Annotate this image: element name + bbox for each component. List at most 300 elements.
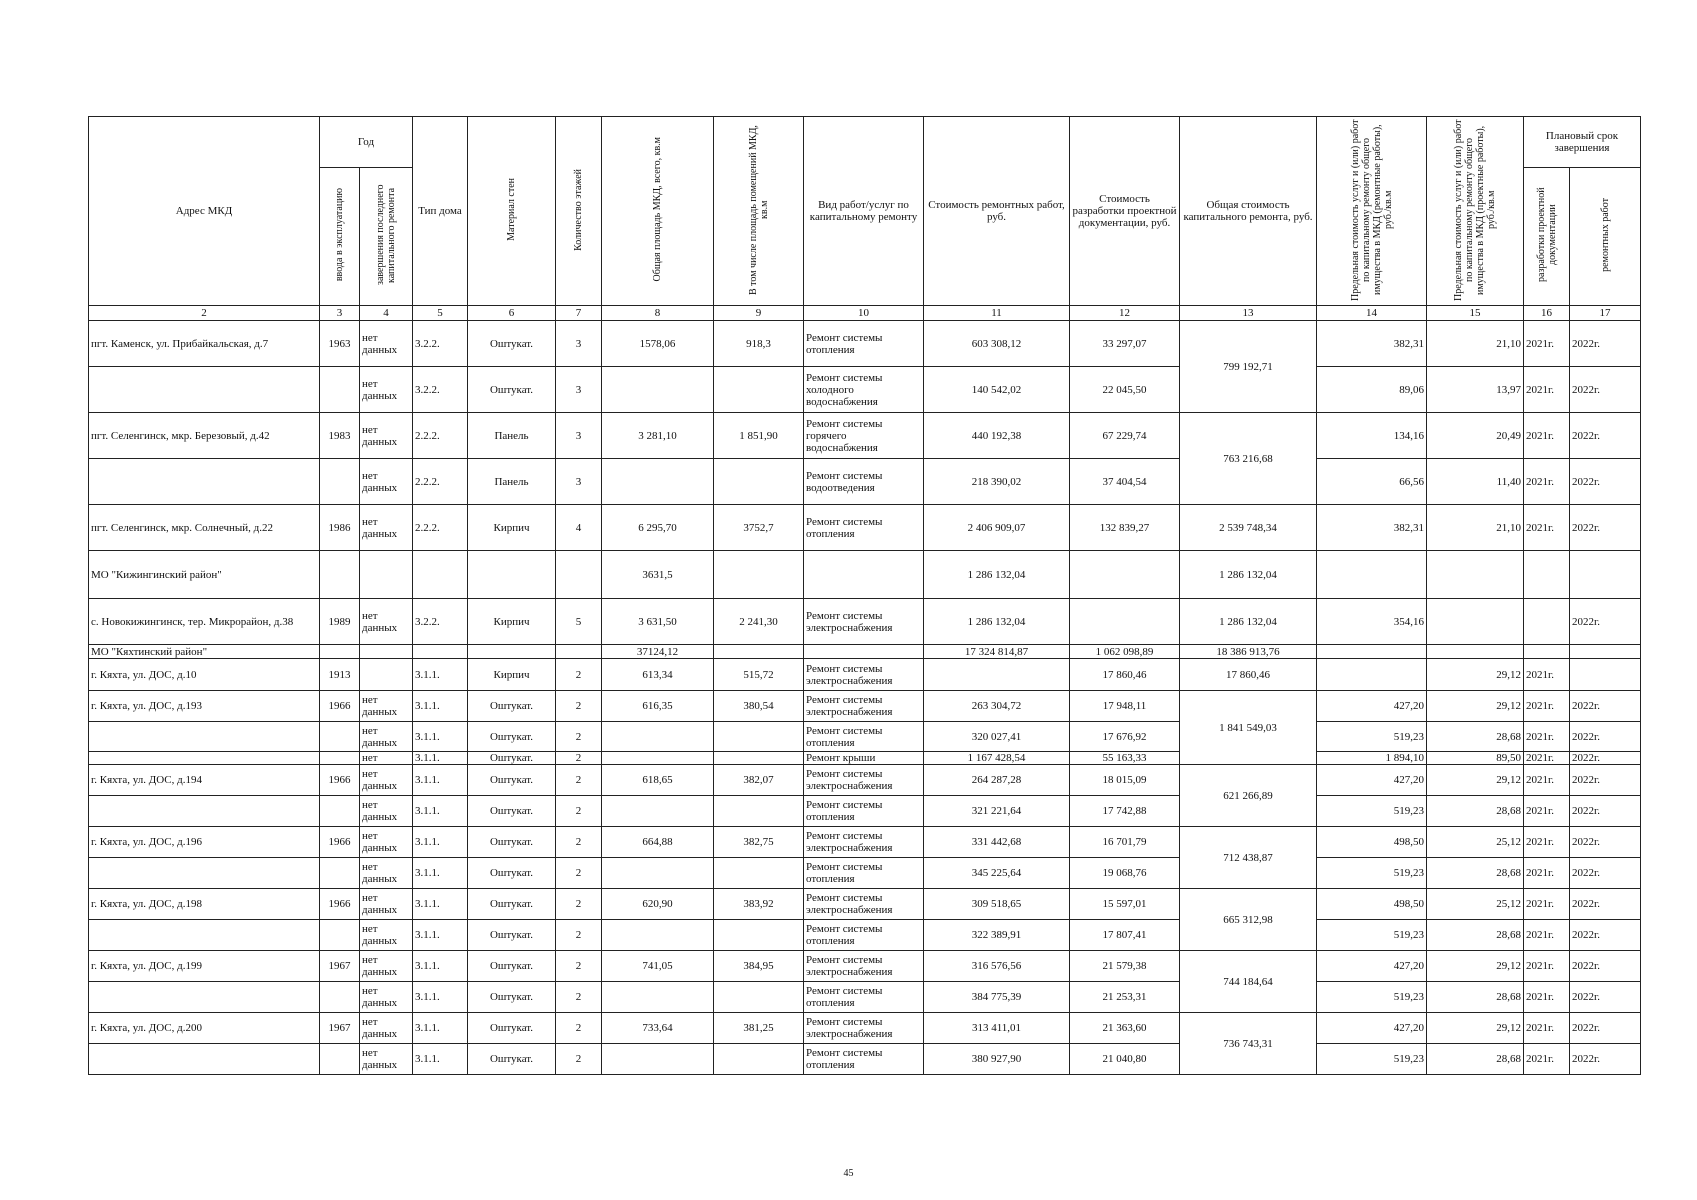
limit-design-cell: 29,12 [1427, 765, 1524, 796]
design-cost-cell: 21 253,31 [1070, 982, 1180, 1013]
premises-area-cell [714, 752, 804, 765]
work-type-cell: Ремонт системы электроснабжения [804, 951, 924, 982]
total-area-cell [602, 796, 714, 827]
column-number: 3 [320, 306, 360, 321]
deadline-design-cell: 2021г. [1524, 659, 1570, 691]
work-type-cell: Ремонт системы отопления [804, 858, 924, 889]
house-type-cell: 3.1.1. [413, 765, 468, 796]
year-entry-cell: 1986 [320, 505, 360, 551]
work-type-cell: Ремонт системы отопления [804, 321, 924, 367]
limit-repair-cell: 519,23 [1317, 722, 1427, 752]
floors-cell: 2 [556, 659, 602, 691]
header-design-cost: Стоимость разработки проектной документации, руб. [1070, 117, 1180, 306]
address-cell [89, 459, 320, 505]
total-area-cell: 733,64 [602, 1013, 714, 1044]
premises-area-cell [714, 1044, 804, 1075]
header-deadline-repair: ремонтных работ [1570, 168, 1641, 306]
year-last-repair-cell: нет данных [360, 413, 413, 459]
premises-area-cell [714, 796, 804, 827]
design-cost-cell: 16 701,79 [1070, 827, 1180, 858]
work-type-cell: Ремонт системы электроснабжения [804, 599, 924, 645]
total-cost-cell: 799 192,71 [1180, 321, 1317, 413]
floors-cell: 2 [556, 951, 602, 982]
table-row [89, 796, 1641, 827]
header-year-last-repair: завершения последнего капитального ремонта [360, 168, 413, 306]
house-type-cell: 3.1.1. [413, 796, 468, 827]
design-cost-cell: 17 742,88 [1070, 796, 1180, 827]
address-cell: г. Кяхта, ул. ДОС, д.196 [89, 827, 320, 858]
cell-empty [468, 551, 556, 599]
table-row [89, 599, 1641, 645]
address-cell: г. Кяхта, ул. ДОС, д.193 [89, 691, 320, 722]
total-area-cell [602, 1044, 714, 1075]
repair-cost-cell: 313 411,01 [924, 1013, 1070, 1044]
limit-design-cell: 28,68 [1427, 722, 1524, 752]
deadline-repair-cell: 2022г. [1570, 951, 1641, 982]
deadline-repair-cell: 2022г. [1570, 413, 1641, 459]
design-cost-cell: 22 045,50 [1070, 367, 1180, 413]
limit-repair-cell: 1 894,10 [1317, 752, 1427, 765]
wall-material-cell: Оштукат. [468, 796, 556, 827]
limit-design-cell: 29,12 [1427, 1013, 1524, 1044]
wall-material-cell: Кирпич [468, 599, 556, 645]
total-area-cell [602, 982, 714, 1013]
limit-design-cell: 21,10 [1427, 321, 1524, 367]
total-area-cell: 1578,06 [602, 321, 714, 367]
repair-program-table [88, 116, 1641, 1075]
work-type-cell: Ремонт системы отопления [804, 796, 924, 827]
deadline-repair-cell: 2022г. [1570, 765, 1641, 796]
deadline-design-cell: 2021г. [1524, 505, 1570, 551]
floors-cell: 2 [556, 827, 602, 858]
column-number: 4 [360, 306, 413, 321]
work-type-cell: Ремонт системы отопления [804, 982, 924, 1013]
year-last-repair-cell: нет данных [360, 982, 413, 1013]
group-repair-cost: 1 286 132,04 [924, 551, 1070, 599]
group-row [89, 645, 1641, 659]
design-cost-cell: 55 163,33 [1070, 752, 1180, 765]
premises-area-cell: 515,72 [714, 659, 804, 691]
wall-material-cell: Оштукат. [468, 920, 556, 951]
cell-empty [360, 645, 413, 659]
limit-design-cell: 21,10 [1427, 505, 1524, 551]
house-type-cell: 3.1.1. [413, 691, 468, 722]
repair-cost-cell [924, 659, 1070, 691]
year-last-repair-cell: нет данных [360, 858, 413, 889]
address-cell: г. Кяхта, ул. ДОС, д.10 [89, 659, 320, 691]
design-cost-cell: 21 579,38 [1070, 951, 1180, 982]
repair-cost-cell: 309 518,65 [924, 889, 1070, 920]
work-type-cell: Ремонт системы электроснабжения [804, 659, 924, 691]
year-entry-cell: 1989 [320, 599, 360, 645]
house-type-cell: 3.2.2. [413, 367, 468, 413]
year-last-repair-cell [360, 659, 413, 691]
total-cost-cell: 1 286 132,04 [1180, 599, 1317, 645]
cell-empty [1524, 645, 1570, 659]
group-title: МО "Кижингинский район" [89, 551, 320, 599]
total-area-cell: 3 281,10 [602, 413, 714, 459]
limit-repair-cell: 519,23 [1317, 858, 1427, 889]
year-entry-cell [320, 920, 360, 951]
total-cost-cell: 2 539 748,34 [1180, 505, 1317, 551]
group-total-cost: 1 286 132,04 [1180, 551, 1317, 599]
repair-cost-cell: 440 192,38 [924, 413, 1070, 459]
total-cost-cell: 763 216,68 [1180, 413, 1317, 505]
deadline-repair-cell: 2022г. [1570, 889, 1641, 920]
total-area-cell: 3 631,50 [602, 599, 714, 645]
limit-repair-cell: 89,06 [1317, 367, 1427, 413]
cell-empty [1524, 551, 1570, 599]
house-type-cell: 3.1.1. [413, 982, 468, 1013]
work-type-cell: Ремонт системы холодного водоснабжения [804, 367, 924, 413]
total-area-cell: 741,05 [602, 951, 714, 982]
header-address: Адрес МКД [89, 117, 320, 306]
year-entry-cell [320, 752, 360, 765]
total-area-cell: 613,34 [602, 659, 714, 691]
limit-repair-cell: 382,31 [1317, 505, 1427, 551]
address-cell: г. Кяхта, ул. ДОС, д.194 [89, 765, 320, 796]
cell-empty [1317, 645, 1427, 659]
limit-repair-cell: 354,16 [1317, 599, 1427, 645]
floors-cell: 3 [556, 321, 602, 367]
floors-cell: 2 [556, 752, 602, 765]
premises-area-cell: 382,75 [714, 827, 804, 858]
column-number: 7 [556, 306, 602, 321]
wall-material-cell: Оштукат. [468, 858, 556, 889]
work-type-cell: Ремонт крыши [804, 752, 924, 765]
year-last-repair-cell: нет [360, 752, 413, 765]
repair-cost-cell: 2 406 909,07 [924, 505, 1070, 551]
table-row [89, 413, 1641, 459]
year-last-repair-cell: нет данных [360, 321, 413, 367]
year-last-repair-cell: нет данных [360, 920, 413, 951]
year-last-repair-cell: нет данных [360, 691, 413, 722]
floors-cell: 2 [556, 920, 602, 951]
work-type-cell: Ремонт системы водоотведения [804, 459, 924, 505]
repair-cost-cell: 322 389,91 [924, 920, 1070, 951]
deadline-design-cell: 2021г. [1524, 827, 1570, 858]
wall-material-cell: Панель [468, 413, 556, 459]
repair-cost-cell: 321 221,64 [924, 796, 1070, 827]
limit-design-cell: 13,97 [1427, 367, 1524, 413]
deadline-repair-cell: 2022г. [1570, 1044, 1641, 1075]
table-row [89, 1044, 1641, 1075]
wall-material-cell: Оштукат. [468, 827, 556, 858]
cell-empty [1570, 551, 1641, 599]
header-year: Год [320, 117, 413, 168]
address-cell [89, 752, 320, 765]
total-area-cell: 6 295,70 [602, 505, 714, 551]
total-area-cell [602, 367, 714, 413]
deadline-repair-cell: 2022г. [1570, 367, 1641, 413]
limit-repair-cell: 498,50 [1317, 827, 1427, 858]
wall-material-cell: Кирпич [468, 659, 556, 691]
deadline-repair-cell: 2022г. [1570, 321, 1641, 367]
work-type-cell: Ремонт системы электроснабжения [804, 827, 924, 858]
cell-empty [804, 645, 924, 659]
wall-material-cell: Оштукат. [468, 691, 556, 722]
cell-empty [468, 645, 556, 659]
limit-repair-cell: 427,20 [1317, 951, 1427, 982]
year-last-repair-cell: нет данных [360, 459, 413, 505]
house-type-cell: 3.1.1. [413, 1013, 468, 1044]
wall-material-cell: Оштукат. [468, 889, 556, 920]
deadline-repair-cell: 2022г. [1570, 459, 1641, 505]
year-entry-cell: 1967 [320, 951, 360, 982]
header-floors: Количество этажей [556, 117, 602, 306]
limit-design-cell: 25,12 [1427, 827, 1524, 858]
deadline-repair-cell: 2022г. [1570, 920, 1641, 951]
limit-repair-cell: 382,31 [1317, 321, 1427, 367]
limit-repair-cell: 498,50 [1317, 889, 1427, 920]
premises-area-cell [714, 858, 804, 889]
wall-material-cell: Оштукат. [468, 722, 556, 752]
wall-material-cell: Оштукат. [468, 951, 556, 982]
deadline-design-cell: 2021г. [1524, 722, 1570, 752]
design-cost-cell: 17 860,46 [1070, 659, 1180, 691]
column-number: 12 [1070, 306, 1180, 321]
year-entry-cell [320, 459, 360, 505]
limit-design-cell: 28,68 [1427, 920, 1524, 951]
premises-area-cell [714, 459, 804, 505]
wall-material-cell: Оштукат. [468, 321, 556, 367]
limit-design-cell: 29,12 [1427, 691, 1524, 722]
premises-area-cell [714, 722, 804, 752]
wall-material-cell: Панель [468, 459, 556, 505]
column-number-row [89, 306, 1641, 321]
deadline-design-cell: 2021г. [1524, 858, 1570, 889]
header-wall-material: Материал стен [468, 117, 556, 306]
design-cost-cell: 18 015,09 [1070, 765, 1180, 796]
wall-material-cell: Оштукат. [468, 1013, 556, 1044]
house-type-cell: 3.2.2. [413, 599, 468, 645]
design-cost-cell: 17 676,92 [1070, 722, 1180, 752]
limit-design-cell: 25,12 [1427, 889, 1524, 920]
year-last-repair-cell: нет данных [360, 951, 413, 982]
design-cost-cell: 132 839,27 [1070, 505, 1180, 551]
premises-area-cell: 384,95 [714, 951, 804, 982]
column-number: 14 [1317, 306, 1427, 321]
premises-area-cell: 381,25 [714, 1013, 804, 1044]
repair-cost-cell: 218 390,02 [924, 459, 1070, 505]
total-area-cell [602, 920, 714, 951]
house-type-cell: 3.1.1. [413, 722, 468, 752]
year-entry-cell: 1966 [320, 691, 360, 722]
total-cost-cell: 736 743,31 [1180, 1013, 1317, 1075]
limit-repair-cell: 66,56 [1317, 459, 1427, 505]
house-type-cell: 3.1.1. [413, 659, 468, 691]
table-row [89, 827, 1641, 858]
deadline-design-cell: 2021г. [1524, 1013, 1570, 1044]
limit-repair-cell: 519,23 [1317, 796, 1427, 827]
table-row [89, 920, 1641, 951]
limit-repair-cell: 519,23 [1317, 1044, 1427, 1075]
cell-empty [714, 551, 804, 599]
premises-area-cell: 1 851,90 [714, 413, 804, 459]
work-type-cell: Ремонт системы электроснабжения [804, 691, 924, 722]
floors-cell: 3 [556, 459, 602, 505]
header-deadline-design: разработки проектной документации [1524, 168, 1570, 306]
deadline-repair-cell: 2022г. [1570, 982, 1641, 1013]
design-cost-cell: 21 363,60 [1070, 1013, 1180, 1044]
repair-cost-cell: 1 167 428,54 [924, 752, 1070, 765]
table-row [89, 1013, 1641, 1044]
group-design-cost [1070, 551, 1180, 599]
limit-design-cell: 11,40 [1427, 459, 1524, 505]
premises-area-cell: 380,54 [714, 691, 804, 722]
repair-cost-cell: 331 442,68 [924, 827, 1070, 858]
header-deadline: Плановый срок завершения [1524, 117, 1641, 168]
house-type-cell: 3.1.1. [413, 951, 468, 982]
cell-empty [320, 645, 360, 659]
group-design-cost: 1 062 098,89 [1070, 645, 1180, 659]
column-number: 16 [1524, 306, 1570, 321]
premises-area-cell: 2 241,30 [714, 599, 804, 645]
address-cell [89, 982, 320, 1013]
cell-empty [556, 645, 602, 659]
deadline-repair-cell: 2022г. [1570, 722, 1641, 752]
limit-repair-cell: 519,23 [1317, 982, 1427, 1013]
table-row [89, 691, 1641, 722]
table-row [89, 858, 1641, 889]
year-entry-cell [320, 367, 360, 413]
floors-cell: 5 [556, 599, 602, 645]
column-number: 8 [602, 306, 714, 321]
house-type-cell: 2.2.2. [413, 505, 468, 551]
house-type-cell: 3.1.1. [413, 752, 468, 765]
design-cost-cell: 21 040,80 [1070, 1044, 1180, 1075]
header-premises-area: В том числе площадь помещений МКД, кв.м [714, 117, 804, 306]
cell-empty [413, 551, 468, 599]
wall-material-cell: Оштукат. [468, 982, 556, 1013]
year-entry-cell: 1966 [320, 765, 360, 796]
limit-repair-cell: 427,20 [1317, 1013, 1427, 1044]
deadline-repair-cell: 2022г. [1570, 505, 1641, 551]
header-total-cost: Общая стоимость капитального ремонта, руб. [1180, 117, 1317, 306]
work-type-cell: Ремонт системы отопления [804, 505, 924, 551]
repair-cost-cell: 264 287,28 [924, 765, 1070, 796]
limit-repair-cell: 427,20 [1317, 765, 1427, 796]
header-repair-cost: Стоимость ремонтных работ, руб. [924, 117, 1070, 306]
deadline-repair-cell: 2022г. [1570, 752, 1641, 765]
year-last-repair-cell: нет данных [360, 827, 413, 858]
repair-cost-cell: 320 027,41 [924, 722, 1070, 752]
repair-cost-cell: 263 304,72 [924, 691, 1070, 722]
year-last-repair-cell: нет данных [360, 765, 413, 796]
repair-cost-cell: 380 927,90 [924, 1044, 1070, 1075]
header-limit-design: Предельная стоимость услуг и (или) работ по капитальному ремонту общего имущества в МКД (проектные работы), руб./кв.м [1427, 117, 1524, 306]
total-area-cell: 616,35 [602, 691, 714, 722]
table-row [89, 982, 1641, 1013]
repair-cost-cell: 603 308,12 [924, 321, 1070, 367]
year-entry-cell [320, 982, 360, 1013]
column-number: 13 [1180, 306, 1317, 321]
work-type-cell: Ремонт системы электроснабжения [804, 765, 924, 796]
table-row [89, 659, 1641, 691]
limit-design-cell: 29,12 [1427, 951, 1524, 982]
address-cell [89, 1044, 320, 1075]
cell-empty [1427, 551, 1524, 599]
repair-cost-cell: 140 542,02 [924, 367, 1070, 413]
year-last-repair-cell: нет данных [360, 367, 413, 413]
address-cell: пгт. Каменск, ул. Прибайкальская, д.7 [89, 321, 320, 367]
premises-area-cell [714, 920, 804, 951]
deadline-repair-cell: 2022г. [1570, 796, 1641, 827]
total-cost-cell: 17 860,46 [1180, 659, 1317, 691]
column-number: 2 [89, 306, 320, 321]
column-number: 5 [413, 306, 468, 321]
address-cell [89, 920, 320, 951]
house-type-cell: 3.1.1. [413, 858, 468, 889]
total-cost-cell: 1 841 549,03 [1180, 691, 1317, 765]
limit-repair-cell [1317, 659, 1427, 691]
floors-cell: 2 [556, 796, 602, 827]
address-cell [89, 367, 320, 413]
header-limit-repair: Предельная стоимость услуг и (или) работ по капитальному ремонту общего имущества в МКД (ремонтные работы), руб./кв.м [1317, 117, 1427, 306]
header-house-type: Тип дома [413, 117, 468, 306]
address-cell [89, 796, 320, 827]
year-last-repair-cell: нет данных [360, 889, 413, 920]
limit-repair-cell: 427,20 [1317, 691, 1427, 722]
column-number: 10 [804, 306, 924, 321]
limit-design-cell: 29,12 [1427, 659, 1524, 691]
deadline-design-cell: 2021г. [1524, 691, 1570, 722]
total-cost-cell: 744 184,64 [1180, 951, 1317, 1013]
cell-empty [556, 551, 602, 599]
work-type-cell: Ремонт системы отопления [804, 1044, 924, 1075]
deadline-design-cell: 2021г. [1524, 796, 1570, 827]
premises-area-cell: 382,07 [714, 765, 804, 796]
year-entry-cell [320, 1044, 360, 1075]
repair-cost-cell: 384 775,39 [924, 982, 1070, 1013]
deadline-design-cell: 2021г. [1524, 889, 1570, 920]
table-row [89, 367, 1641, 413]
total-area-cell: 620,90 [602, 889, 714, 920]
deadline-design-cell: 2021г. [1524, 982, 1570, 1013]
column-number: 9 [714, 306, 804, 321]
year-entry-cell: 1913 [320, 659, 360, 691]
table-row [89, 889, 1641, 920]
deadline-repair-cell: 2022г. [1570, 599, 1641, 645]
address-cell [89, 722, 320, 752]
work-type-cell: Ремонт системы горячего водоснабжения [804, 413, 924, 459]
wall-material-cell: Оштукат. [468, 367, 556, 413]
floors-cell: 4 [556, 505, 602, 551]
floors-cell: 2 [556, 1044, 602, 1075]
deadline-design-cell: 2021г. [1524, 752, 1570, 765]
deadline-design-cell: 2021г. [1524, 765, 1570, 796]
address-cell: пгт. Селенгинск, мкр. Солнечный, д.22 [89, 505, 320, 551]
premises-area-cell: 3752,7 [714, 505, 804, 551]
design-cost-cell: 67 229,74 [1070, 413, 1180, 459]
repair-cost-cell: 345 225,64 [924, 858, 1070, 889]
total-area-cell [602, 752, 714, 765]
table-row [89, 765, 1641, 796]
table-row [89, 459, 1641, 505]
deadline-repair-cell [1570, 659, 1641, 691]
floors-cell: 2 [556, 1013, 602, 1044]
year-entry-cell [320, 722, 360, 752]
cell-empty [714, 645, 804, 659]
deadline-design-cell: 2021г. [1524, 920, 1570, 951]
header-year-entry: ввода в эксплуатацию [320, 168, 360, 306]
total-area-cell: 618,65 [602, 765, 714, 796]
year-last-repair-cell: нет данных [360, 505, 413, 551]
house-type-cell: 3.1.1. [413, 827, 468, 858]
year-last-repair-cell: нет данных [360, 1044, 413, 1075]
deadline-repair-cell: 2022г. [1570, 858, 1641, 889]
premises-area-cell: 383,92 [714, 889, 804, 920]
